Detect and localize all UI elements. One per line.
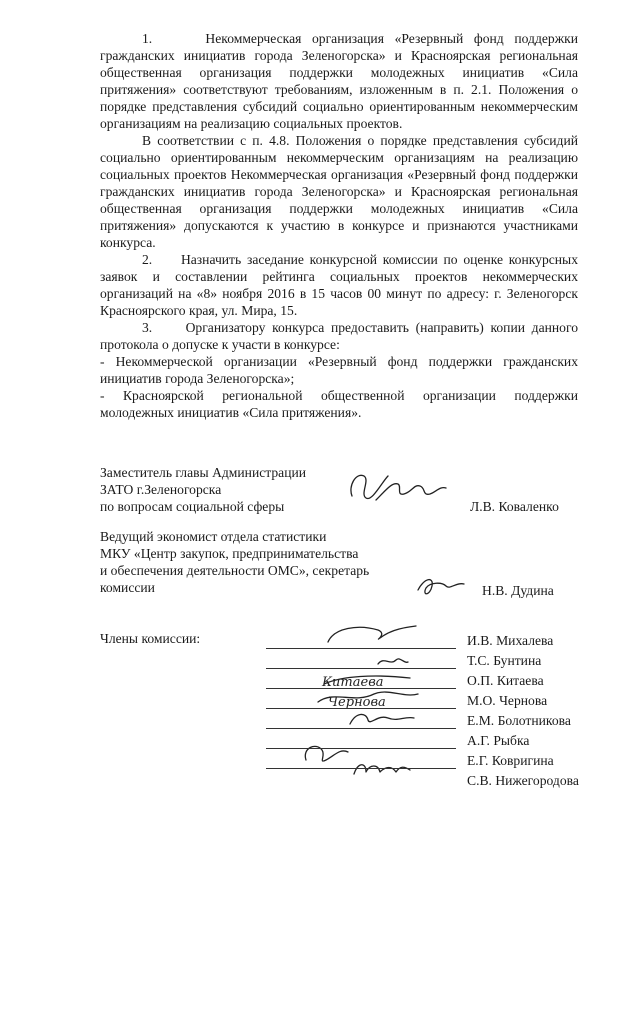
protocol-body [100, 30, 578, 421]
deputy-signature [342, 464, 454, 510]
members-label: Члены комиссии: [100, 631, 201, 646]
signature-line [266, 748, 456, 749]
paragraph-6: - Красноярской региональной общественной организации поддержки молодежных инициатив «Сила притяжения». [100, 388, 578, 420]
paragraph-2: В соответствии с п. 4.8. Положения о порядке представления субсидий социально ориентированным некоммерческим организациям на реализацию социальных проектов Некоммерческая организация «Резервный фонд поддержки гражданских инициатив города Зеленогорска» и Красноярская региональная общественная организация поддержки молодежных инициатив «Сила притяжения» допускаются к участию в конкурсе и признаются участниками конкурса. [100, 133, 578, 250]
signature-line [266, 668, 456, 669]
deputy-title-line: ЗАТО г.Зеленогорска [100, 482, 222, 497]
secretary-signature [412, 572, 472, 604]
paragraph-4: 3. Организатору конкурса предоставить (направить) копии данного протокола о допуске к участи в конкурсе: [100, 320, 578, 352]
member-name: А.Г. Рыбка [467, 733, 530, 748]
member-name: С.В. Нижегородова [467, 773, 579, 788]
member-name: И.В. Михалева [467, 633, 554, 648]
member-signature-1 [318, 620, 428, 650]
secretary-name: Н.В. Дудина [482, 583, 554, 598]
signature-line [266, 648, 456, 649]
signature-line [266, 728, 456, 729]
svg-text:Китаева: Китаева [322, 675, 384, 690]
paragraph-1: 1. Некоммерческая организация «Резервный фонд поддержки гражданских инициатив города Зеленогорска» и Красноярская региональная общественная организация поддержки молодежных инициатив «Сила притяжения» соответствуют требованиям, изложенным в п. 2.1. Положения о порядке представления субсидий социально ориентированным некоммерческим организациям на реализацию социальных проектов. [100, 31, 578, 131]
member-name: О.П. Китаева [467, 673, 544, 688]
signature-line [266, 708, 456, 709]
secretary-title-line: и обеспечения деятельности ОМС», секретарь [100, 563, 370, 578]
paragraph-3: 2. Назначить заседание конкурсной комиссии по оценке конкурсных заявок и составлении рейтинга социальных проектов некоммерческих организаций на «8» ноября 2016 в 15 часов 00 минут по адресу: г. Зеленогорск Красноярского края, ул. Мира, 15. [100, 252, 578, 318]
paragraph-5: - Некоммерческой организации «Резервный фонд поддержки гражданских инициатив города Зеленогорска»; [100, 354, 578, 386]
member-name: Е.Г. Ковригина [467, 753, 554, 768]
member-name: Т.С. Бунтина [467, 653, 542, 668]
secretary-title [100, 528, 369, 596]
deputy-title [100, 464, 306, 515]
deputy-title-line: по вопросам социальной сферы [100, 499, 285, 514]
member-name: Е.М. Болотникова [467, 713, 571, 728]
signature-line [266, 688, 456, 689]
signature-line [266, 768, 456, 769]
member-signature-7 [346, 756, 416, 782]
secretary-title-line: комиссии [100, 580, 155, 595]
deputy-name: Л.В. Коваленко [470, 499, 559, 514]
secretary-title-line: МКУ «Центр закупок, предпринимательства [100, 546, 359, 561]
deputy-title-line: Заместитель главы Администрации [100, 465, 307, 480]
svg-text:Чернова: Чернова [328, 695, 386, 710]
secretary-title-line: Ведущий экономист отдела статистики [100, 529, 327, 544]
member-name: М.О. Чернова [467, 693, 548, 708]
